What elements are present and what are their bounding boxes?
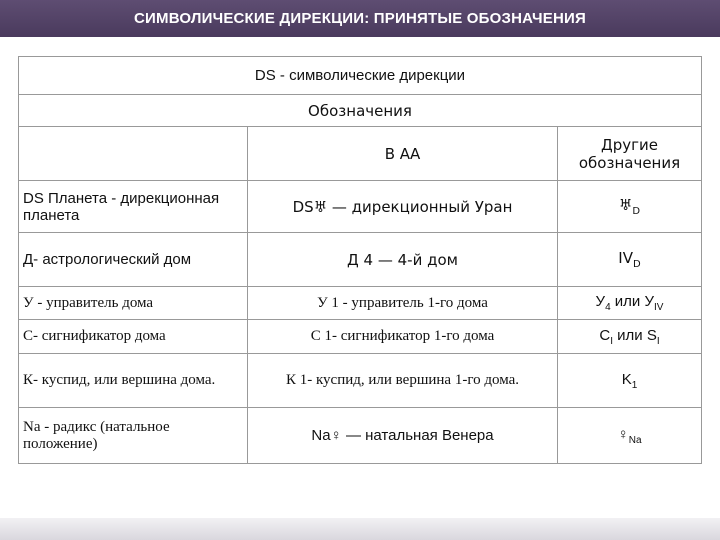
subscript: I xyxy=(610,335,613,347)
table-row xyxy=(19,233,702,287)
term-cell: С- сигнификатор дома xyxy=(19,320,248,354)
aa-prefix: DS xyxy=(292,197,314,216)
column-header-aa: В АА xyxy=(248,127,558,181)
term-cell: Na - радикс (натальное положение) xyxy=(19,408,248,464)
aa-text: — натальная Венера xyxy=(341,427,494,444)
other-or: или xyxy=(612,326,647,344)
subscript: 1 xyxy=(631,379,638,391)
aa-cell: У 1 - управитель 1-го дома xyxy=(248,287,558,320)
table-row xyxy=(19,127,702,181)
term-cell: К- куспид, или вершина дома. xyxy=(19,354,248,408)
other-cell xyxy=(558,354,702,408)
venus-icon: ♀ xyxy=(617,425,629,443)
ds-header-cell: DS - символические дирекции xyxy=(19,57,702,95)
other-main: K xyxy=(621,370,632,388)
other-cell xyxy=(558,320,702,354)
aa-text: — дирекционный Уран xyxy=(327,197,513,216)
slide-title: СИМВОЛИЧЕСКИЕ ДИРЕКЦИИ: ПРИНЯТЫЕ ОБОЗНАЧЕНИЯ xyxy=(0,0,720,37)
aa-cell xyxy=(248,408,558,464)
subscript: D xyxy=(632,206,641,217)
aa-cell: С 1- сигнификатор 1-го дома xyxy=(248,320,558,354)
uranus-icon: ♅ xyxy=(313,197,328,216)
empty-header-cell xyxy=(19,127,248,181)
uranus-icon: ♅ xyxy=(618,196,633,214)
other-a: У xyxy=(595,293,606,310)
subscript: Na xyxy=(628,434,642,446)
table-row xyxy=(19,57,702,95)
other-a: C xyxy=(599,326,611,344)
other-cell xyxy=(558,408,702,464)
aa-cell xyxy=(248,181,558,233)
designations-table xyxy=(18,56,702,464)
other-main: IV xyxy=(618,249,633,267)
column-header-other: Другие обозначения xyxy=(558,127,702,181)
other-cell xyxy=(558,287,702,320)
term-cell: DS Планета - дирекционная планета xyxy=(19,181,248,233)
aa-cell: Д 4 — 4-й дом xyxy=(248,233,558,287)
other-cell xyxy=(558,181,702,233)
other-or: или xyxy=(610,293,645,310)
table-row xyxy=(19,354,702,408)
subscript: 4 xyxy=(605,302,611,313)
table-row xyxy=(19,320,702,354)
aa-prefix: Na xyxy=(311,427,331,444)
other-cell xyxy=(558,233,702,287)
term-cell: Д- астрологический дом xyxy=(19,233,248,287)
other-b: У xyxy=(644,293,655,310)
term-cell: У - управитель дома xyxy=(19,287,248,320)
table-row xyxy=(19,95,702,127)
subscript: I xyxy=(656,335,660,347)
venus-icon: ♀ xyxy=(330,427,342,444)
subscript: D xyxy=(632,259,641,270)
other-b: S xyxy=(646,326,657,344)
table-row xyxy=(19,408,702,464)
table-row xyxy=(19,181,702,233)
designations-header-cell: Обозначения xyxy=(19,95,702,127)
table-row xyxy=(19,287,702,320)
aa-cell: К 1- куспид, или вершина 1-го дома. xyxy=(248,354,558,408)
footer-band xyxy=(0,518,720,540)
subscript: IV xyxy=(654,302,664,313)
